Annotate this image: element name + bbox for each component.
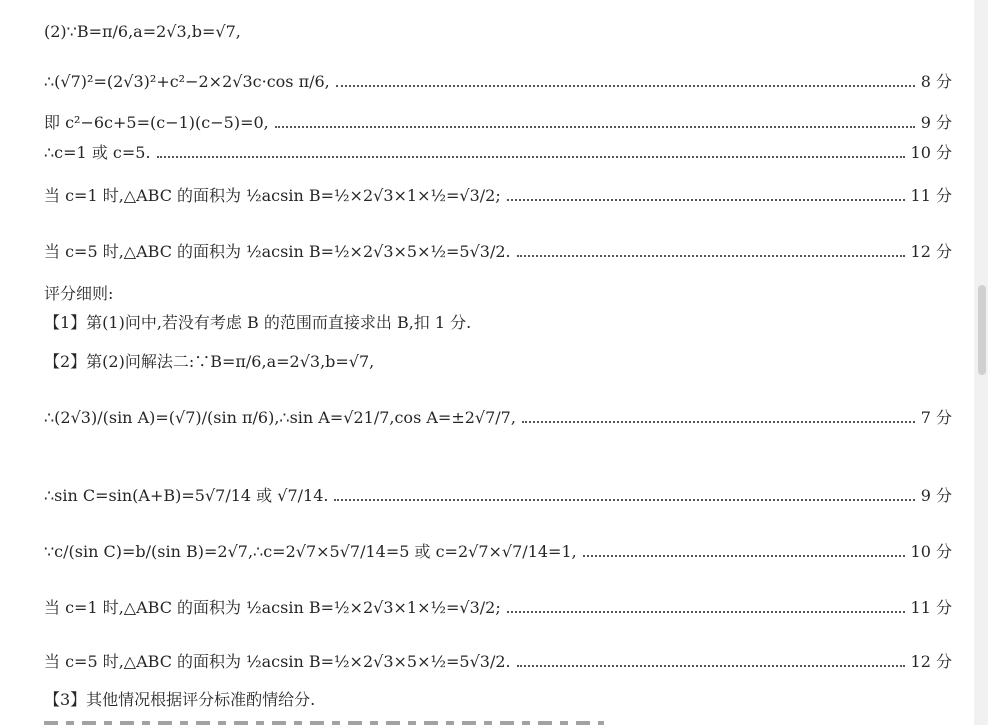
- rule-2-line-3: [44, 542, 952, 562]
- cut-off-next-line: [44, 714, 604, 725]
- rule-1: [44, 313, 952, 333]
- line-text: 【2】第(2)问解法二:∵B=π/6,a=2√3,b=√7,: [44, 352, 375, 371]
- line-text: 【1】第(1)问中,若没有考虑 B 的范围而直接求出 B,扣 1 分.: [44, 313, 472, 332]
- solution-line-5: [44, 186, 952, 206]
- leader-dots: [334, 499, 914, 501]
- leader-dots: [517, 665, 905, 667]
- line-text: ∴(2√3)/(sin A)=(√7)/(sin π/6),∴sin A=√21/7,cos A=±2√7/7,: [44, 408, 516, 427]
- line-text: 即 c²−6c+5=(c−1)(c−5)=0,: [44, 113, 269, 132]
- rule-2-intro: [44, 352, 952, 372]
- line-text: 评分细则:: [44, 284, 114, 303]
- line-text: ∴(√7)²=(2√3)²+c²−2×2√3c·cos π/6,: [44, 72, 330, 91]
- rule-2-line-4: [44, 598, 952, 618]
- score-label: 10 分: [910, 143, 952, 162]
- score-label: 12 分: [910, 242, 952, 261]
- leader-dots: [275, 126, 915, 128]
- line-text: ∴sin C=sin(A+B)=5√7/14 或 √7/14.: [44, 486, 329, 505]
- leader-dots: [583, 555, 905, 557]
- rule-3: [44, 690, 952, 710]
- score-label: 11 分: [910, 598, 952, 617]
- solution-line-6: [44, 242, 952, 262]
- line-text: 当 c=1 时,△ABC 的面积为 ½acsin B=½×2√3×1×½=√3/2;: [44, 598, 501, 617]
- solution-line-1: [44, 22, 952, 42]
- cut-off-text-fragment: [44, 721, 604, 725]
- line-text: 【3】其他情况根据评分标准酌情给分.: [44, 690, 316, 709]
- rule-2-line-1: [44, 408, 952, 428]
- leader-dots: [507, 611, 905, 613]
- leader-dots: [507, 199, 905, 201]
- solution-line-2: [44, 72, 952, 92]
- score-label: 9 分: [920, 113, 952, 132]
- solution-line-3: [44, 113, 952, 133]
- vertical-scrollbar[interactable]: [974, 0, 988, 725]
- line-text: (2)∵B=π/6,a=2√3,b=√7,: [44, 22, 241, 41]
- leader-dots: [157, 156, 905, 158]
- rule-2-line-5: [44, 652, 952, 672]
- line-text: ∴c=1 或 c=5.: [44, 143, 151, 162]
- leader-dots: [336, 85, 915, 87]
- score-label: 10 分: [910, 542, 952, 561]
- leader-dots: [522, 421, 915, 423]
- line-text: 当 c=1 时,△ABC 的面积为 ½acsin B=½×2√3×1×½=√3/2;: [44, 186, 501, 205]
- scrollbar-thumb[interactable]: [978, 285, 986, 375]
- line-text: 当 c=5 时,△ABC 的面积为 ½acsin B=½×2√3×5×½=5√3/2.: [44, 242, 511, 261]
- leader-dots: [517, 255, 905, 257]
- line-text: 当 c=5 时,△ABC 的面积为 ½acsin B=½×2√3×5×½=5√3/2.: [44, 652, 511, 671]
- solution-line-4: [44, 143, 952, 163]
- score-label: 12 分: [910, 652, 952, 671]
- rule-2-line-2: [44, 486, 952, 506]
- score-label: 9 分: [920, 486, 952, 505]
- grading-rules-heading: [44, 284, 952, 304]
- score-label: 8 分: [920, 72, 952, 91]
- score-label: 7 分: [920, 408, 952, 427]
- score-label: 11 分: [910, 186, 952, 205]
- line-text: ∵c/(sin C)=b/(sin B)=2√7,∴c=2√7×5√7/14=5 或 c=2√7×√7/14=1,: [44, 542, 577, 561]
